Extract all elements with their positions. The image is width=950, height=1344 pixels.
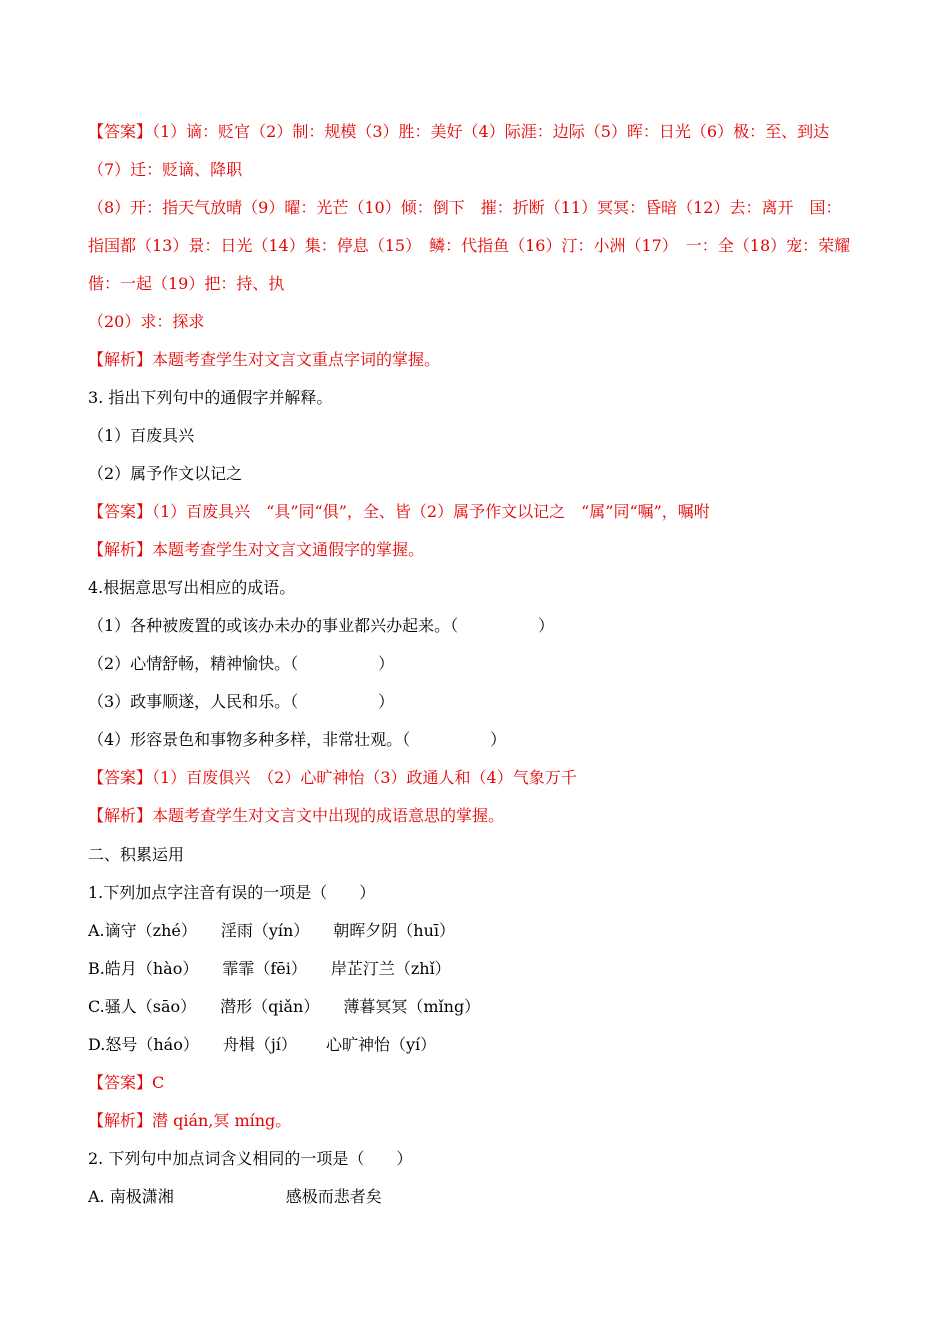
option-d: D.怒号（háo） 舟楫（jí） 心旷神怡（yí） — [88, 1035, 437, 1054]
option-a: A. 南极潇湘 感极而悲者矣 — [88, 1187, 382, 1206]
analysis-line: 【解析】本题考查学生对文言文重点字词的掌握。 — [88, 350, 441, 369]
answer-line: 【答案】（1）百废俱兴 （2）心旷神怡（3）政通人和（4）气象万千 — [88, 768, 577, 787]
option-c: C.骚人（sāo） 潜形（qiǎn） 薄暮冥冥（mǐng） — [88, 997, 481, 1016]
answer-line: 【答案】（1）谪：贬官（2）制：规模（3）胜：美好（4）际涯：边际（5）晖：日光（6）极：至、到达 — [88, 122, 830, 141]
answer-line: （7）迁：贬谪、降职 — [88, 160, 243, 179]
answer-line: 【答案】C — [88, 1073, 165, 1092]
question-item: （2）心情舒畅，精神愉快。（ ） — [88, 654, 395, 673]
question-item: （3）政事顺遂，人民和乐。（ ） — [88, 692, 395, 711]
analysis-line: 【解析】潜 qián,冥 míng。 — [88, 1111, 292, 1130]
analysis-line: 【解析】本题考查学生对文言文中出现的成语意思的掌握。 — [88, 806, 505, 825]
question-item: （4）形容景色和事物多种多样，非常壮观。（ ） — [88, 730, 507, 749]
answer-line: （8）开：指天气放晴（9）曜：光芒（10）倾：倒下 摧：折断（11）冥冥：昏暗（12）去：离开 国： — [88, 198, 842, 217]
question-item: （1）各种被废置的或该办未办的事业都兴办起来。（ ） — [88, 616, 555, 635]
analysis-line: 【解析】本题考查学生对文言文通假字的掌握。 — [88, 540, 425, 559]
question-item: （1）百废具兴 — [88, 426, 195, 445]
answer-line: 指国都（13）景：日光（14）集：停息（15） 鳞：代指鱼（16）汀：小洲（17） 一：全（18）宠：荣耀 — [88, 236, 851, 255]
answer-line: 【答案】（1）百废具兴 “具”同“俱”，全、皆（2）属予作文以记之 “属”同“嘱”，嘱咐 — [88, 502, 710, 521]
question-heading: 2. 下列句中加点词含义相同的一项是（ ） — [88, 1149, 413, 1168]
section-heading: 二、积累运用 — [88, 845, 185, 864]
option-a: A.谪守（zhé） 淫雨（yín） 朝晖夕阴（huī） — [88, 921, 456, 940]
option-b: B.皓月（hào） 霏霏（fēi） 岸芷汀兰（zhǐ） — [88, 959, 451, 978]
question-heading: 1.下列加点字注音有误的一项是（ ） — [88, 883, 376, 902]
answer-line: （20）求：探求 — [88, 312, 205, 331]
question-item: （2）属予作文以记之 — [88, 464, 243, 483]
answer-line: 偕：一起（19）把：持、执 — [88, 274, 285, 293]
question-heading: 3. 指出下列句中的通假字并解释。 — [88, 388, 333, 407]
question-heading: 4.根据意思写出相应的成语。 — [88, 578, 296, 597]
